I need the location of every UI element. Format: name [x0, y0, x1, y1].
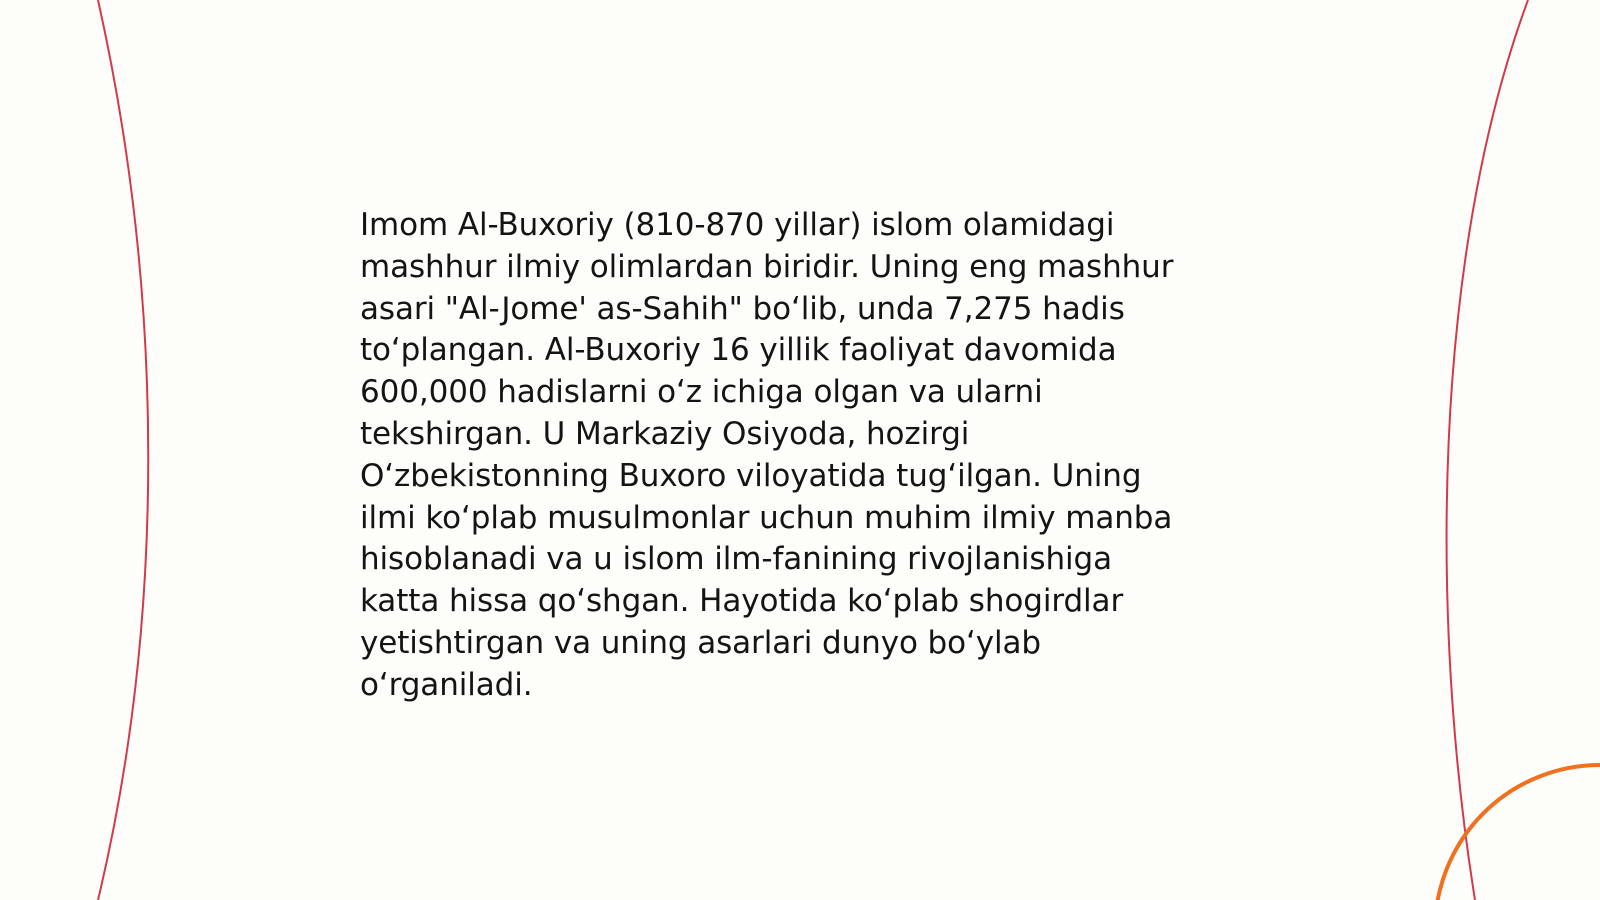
- body-text: [360, 205, 1240, 707]
- text-line-9: hisoblanadi va u islom ilm-fanining rivojlanishiga: [360, 541, 1113, 578]
- text-line-1: Imom Al-Buxoriy (810-870 yillar) islom olamidagi: [360, 207, 1115, 243]
- text-line-7: O‘zbekistonning Buxoro viloyatida tug‘ilgan. Uning: [360, 457, 1142, 494]
- text-line-6: tekshirgan. U Markaziy Osiyoda, hozirgi: [360, 415, 970, 452]
- text-line-10: katta hissa qo‘shgan. Hayotida ko‘plab shogirdlar: [360, 583, 1124, 620]
- text-line-5: 600,000 hadislarni o‘z ichiga olgan va ularni: [360, 374, 1043, 411]
- text-line-3: asari "Al-Jome' as-Sahih" bo‘lib, unda 7,275 hadis: [360, 290, 1125, 327]
- text-line-12: o‘rganiladi.: [360, 666, 533, 703]
- text-line-4: to‘plangan. Al-Buxoriy 16 yillik faoliyat davomida: [360, 332, 1117, 369]
- text-line-2: mashhur ilmiy olimlardan biridir. Uning eng mashhur: [360, 248, 1174, 285]
- text-line-8: ilmi ko‘plab musulmonlar uchun muhim ilmiy manba: [360, 499, 1173, 536]
- left-red-curve-icon: [98, 0, 148, 900]
- orange-arc-icon: [1435, 765, 1600, 900]
- text-line-11: yetishtirgan va uning asarlari dunyo bo‘ylab: [360, 624, 1041, 661]
- right-red-curve-icon: [1447, 0, 1528, 900]
